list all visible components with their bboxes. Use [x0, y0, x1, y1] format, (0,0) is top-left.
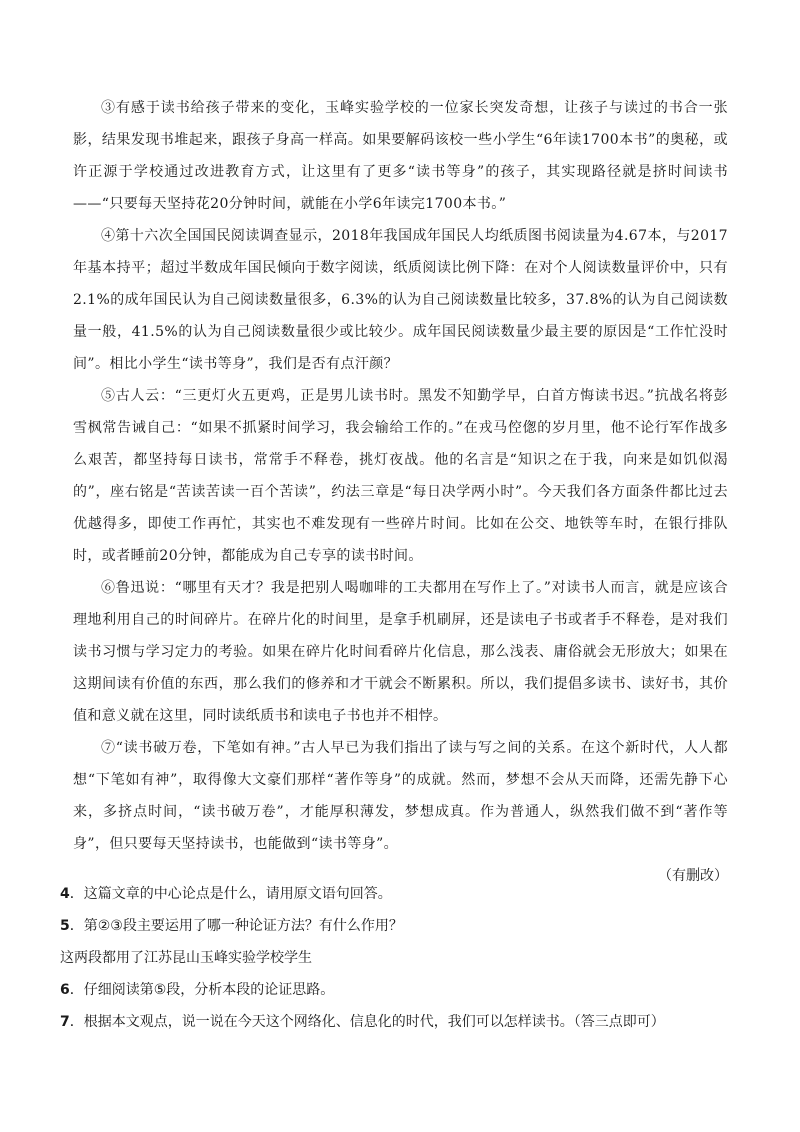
- answer-line: [60, 942, 740, 974]
- paragraph-5: ⑤古人云：“三更灯火五更鸡，正是男儿读书时。黑发不知勤学早，白首方悔读书迟。”抗战名将彭雪枫常告诫自己：“如果不抓紧时间学习，我会输给工作的。”在戎马倥偬的岁月里，他不论行军作战多么艰苦，都坚持每日读书，常常手不释卷，挑灯夜战。他的名言是“知识之在于我，向来是如饥似渴的”，座右铭是“苦读苦读一百个苦读”，约法三章是“每日决学两小时”。今天我们各方面条件都比过去优越得多，即使工作再忙，其实也不难发现有一些碎片时间。比如在公交、地铁等车时，在银行排队时，或者睡前20分钟，都能成为自己专享的读书时间。: [73, 388, 728, 564]
- paragraph-6: ⑥鲁迅说：“哪里有天才？我是把别人喝咖啡的工夫都用在写作上了。”对读书人而言，就是应该合理地利用自己的时间碎片。在碎片化的时间里，是拿手机刷屏，还是读电子书或者手不释卷，是对我们读书习惯与学习定力的考验。如果在碎片化时间看碎片化信息，那么浅表、庸俗就会无形放大；如果在这期间读有价值的东西，那么我们的修养和才干就会不断累积。所以，我们提倡多读书、读好书，其价值和意义就在这里，同时读纸质书和读电子书也并不相悖。: [73, 580, 728, 724]
- question-number: 6: [60, 982, 70, 998]
- paragraph-7: ⑦“读书破万卷，下笔如有神。”古人早已为我们指出了读与写之间的关系。在这个新时代，人人都想“下笔如有神”，取得像大文豪们那样“著作等身”的成就。然而，梦想不会从天而降，还需先静下心来，多挤点时间，“读书破万卷”，才能厚积薄发，梦想成真。作为普通人，纵然我们做不到“著作等身”，但只要每天坚持读书，也能做到“读书等身”。: [73, 740, 728, 852]
- question-number: 4: [60, 886, 70, 902]
- paragraph-4: ④第十六次全国国民阅读调查显示，2018年我国成年国民人均纸质图书阅读量为4.67本，与2017年基本持平；超过半数成年国民倾向于数字阅读，纸质阅读比例下降：在对个人阅读数量评价中，只有2.1%的成年国民认为自己阅读数量很多，6.3%的认为自己阅读数量比较多，37.8%的认为自己阅读数量一般，41.5%的认为自己阅读数量很少或比较少。成年国民阅读数量少最主要的原因是“工作忙没时间”。相比小学生“读书等身”，我们是否有点汗颜？: [73, 228, 728, 372]
- question-number: 7: [60, 1014, 70, 1030]
- question-list: [60, 878, 740, 1038]
- paragraph-3: ③有感于读书给孩子带来的变化，玉峰实验学校的一位家长突发奇想，让孩子与读过的书合一张影，结果发现书堆起来，跟孩子身高一样高。如果要解码该校一些小学生“6年读1700本书”的奥秘，或许正源于学校通过改进教育方式，让这里有了更多“读书等身”的孩子，其实现路径就是挤时间读书——“只要每天坚持花20分钟时间，就能在小学6年读完1700本书。”: [73, 100, 728, 212]
- question-6: [60, 974, 740, 1006]
- article-body: [73, 92, 728, 892]
- question-text: ．这篇文章的中心论点是什么，请用原文语句回答。: [69, 886, 392, 902]
- question-text: ．仔细阅读第⑤段，分析本段的论证思路。: [69, 982, 335, 998]
- question-text: ．第②③段主要运用了哪一种论证方法？有什么作用？: [69, 918, 403, 934]
- question-text: ．根据本文观点，说一说在今天这个网络化、信息化的时代，我们可以怎样读书。（答三点即可）: [69, 1014, 665, 1030]
- question-number: 5: [60, 918, 70, 934]
- question-4: [60, 878, 740, 910]
- question-5: [60, 910, 740, 942]
- source-note: （有删改）: [658, 868, 728, 884]
- answer-text: 这两段都用了江苏昆山玉峰实验学校学生: [60, 950, 312, 966]
- question-7: [60, 1006, 740, 1038]
